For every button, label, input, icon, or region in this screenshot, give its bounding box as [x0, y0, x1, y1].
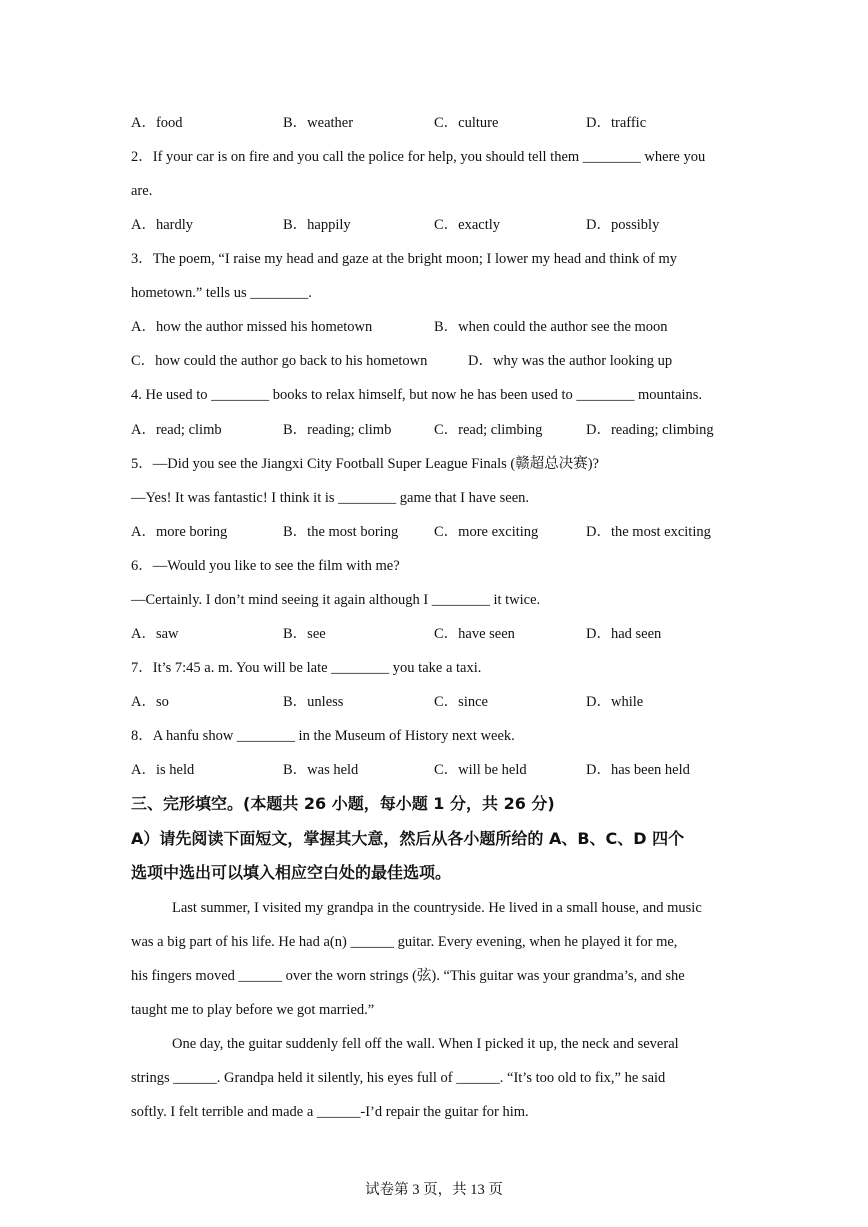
option-b: B．see [283, 626, 326, 642]
option-d: D．possibly [586, 217, 660, 233]
option-a: A．read; climb [131, 422, 222, 438]
option-c: C．more exciting [434, 524, 539, 540]
question-8-text: 8．A hanfu show ________ in the Museum of History next week. [131, 728, 515, 744]
option-a: A．so [131, 694, 169, 710]
section-instructions-cont: 选项中选出可以填入相应空白处的最佳选项。 [131, 863, 452, 882]
question-7-text: 7．It’s 7:45 a. m. You will be late ________ you take a taxi. [131, 660, 482, 676]
question-2-text-cont: are. [131, 183, 153, 199]
question-6-text-cont: —Certainly. I don’t mind seeing it again although I ________ it twice. [131, 592, 541, 608]
option-a: A．more boring [131, 524, 228, 540]
passage-line: softly. I felt terrible and made a ______-I’d repair the guitar for him. [131, 1104, 529, 1120]
passage-line: taught me to play before we got married.” [131, 1002, 375, 1018]
passage-line: Last summer, I visited my grandpa in the countryside. He lived in a small house, and music [172, 900, 702, 916]
option-a: A．is held [131, 762, 195, 778]
option-a: A．hardly [131, 217, 194, 233]
option-c: C．exactly [434, 217, 501, 233]
passage-line: One day, the guitar suddenly fell off the wall. When I picked it up, the neck and several [172, 1036, 679, 1052]
option-a: A．saw [131, 626, 179, 642]
section-instructions: A）请先阅读下面短文，掌握其大意，然后从各小题所给的 A、B、C、D 四个 [131, 829, 685, 848]
option-b: B．when could the author see the moon [434, 319, 668, 335]
page-footer: 试卷第 3 页，共 13 页 [365, 1182, 503, 1198]
option-d: D．had seen [586, 626, 662, 642]
option-b: B．weather [283, 115, 354, 131]
passage-line: was a big part of his life. He had a(n) ______ guitar. Every evening, when he played it for me, [131, 934, 678, 950]
question-5-text-cont: —Yes! It was fantastic! I think it is ________ game that I have seen. [131, 490, 529, 506]
question-3-text: 3．The poem, “I raise my head and gaze at the bright moon; I lower my head and think of my [131, 251, 678, 267]
option-c: C．since [434, 694, 488, 710]
option-d: D．while [586, 694, 644, 710]
passage-line: strings ______. Grandpa held it silently, his eyes full of ______. “It’s too old to fix,” he said [131, 1070, 666, 1086]
option-c: C．culture [434, 115, 499, 131]
option-a: A．how the author missed his hometown [131, 319, 373, 335]
question-3-text-cont: hometown.” tells us ________. [131, 285, 312, 301]
option-b: B．was held [283, 762, 359, 778]
option-d: D．has been held [586, 762, 690, 778]
option-b: B．reading; climb [283, 422, 392, 438]
option-c: C．how could the author go back to his hometown [131, 353, 428, 369]
option-d: D．traffic [586, 115, 647, 131]
question-5-text: 5．—Did you see the Jiangxi City Football Super League Finals (赣超总决赛)? [131, 456, 599, 472]
option-d: D．reading; climbing [586, 422, 714, 438]
passage-line: his fingers moved ______ over the worn strings (弦). “This guitar was your grandma’s, and she [131, 968, 685, 984]
option-b: B．unless [283, 694, 344, 710]
option-c: C．have seen [434, 626, 515, 642]
question-6-text: 6．—Would you like to see the film with me? [131, 558, 400, 574]
option-c: C．will be held [434, 762, 527, 778]
option-b: B．the most boring [283, 524, 399, 540]
question-2-text: 2．If your car is on fire and you call the police for help, you should tell them ________ where you [131, 149, 706, 165]
option-b: B．happily [283, 217, 351, 233]
option-d: D．why was the author looking up [468, 353, 673, 369]
option-c: C．read; climbing [434, 422, 543, 438]
option-a: A．food [131, 115, 183, 131]
question-4-text: 4. He used to ________ books to relax himself, but now he has been used to ________ mountains. [131, 387, 703, 403]
section-title: 三、完形填空。(本题共 26 小题，每小题 1 分，共 26 分) [131, 794, 555, 813]
option-d: D．the most exciting [586, 524, 711, 540]
